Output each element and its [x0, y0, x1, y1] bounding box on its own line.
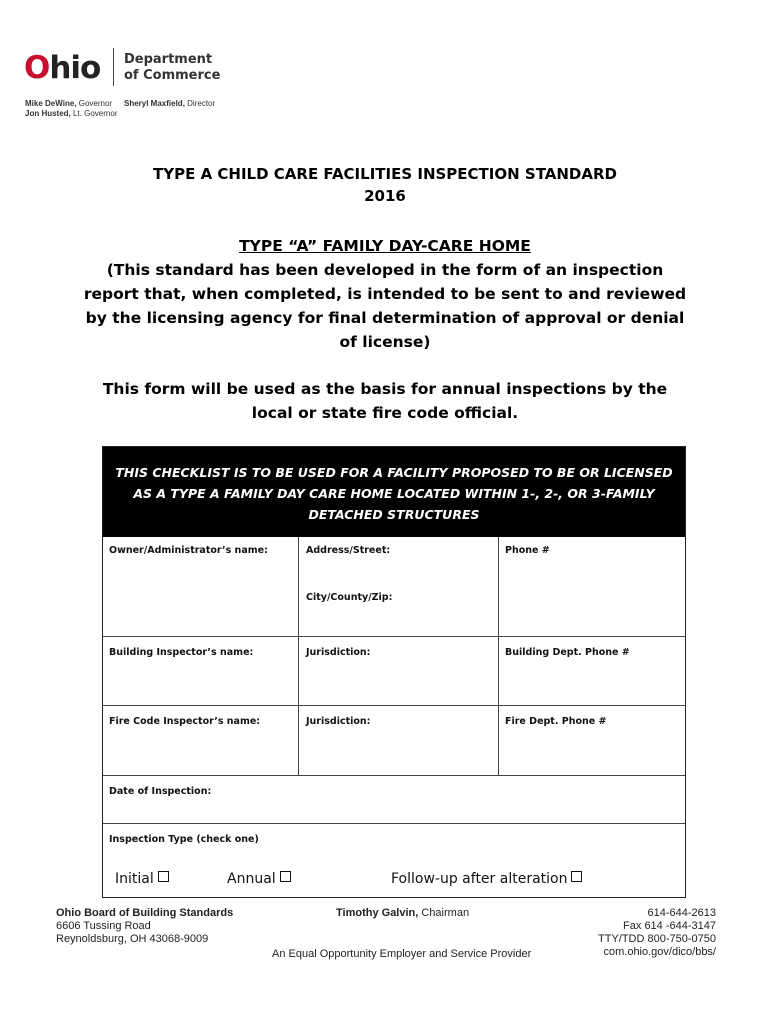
subtitle-block [0, 234, 770, 354]
department-line1: Department [124, 52, 213, 67]
board-name: Ohio Board of Building Standards [56, 907, 234, 919]
title-year: 2016 [364, 187, 406, 205]
footer-tty: TTY/TDD 800-750-0750 [598, 933, 716, 945]
option-annual[interactable] [227, 871, 291, 887]
banner-line1: THIS CHECKLIST IS TO BE USED FOR A FACILITY PROPOSED TO BE OR LICENSED [115, 465, 673, 480]
description-line1: (This standard has been developed in the form of an inspection [106, 261, 664, 279]
building-inspector-field[interactable]: Building Inspector’s name: [109, 647, 254, 658]
footer-website[interactable]: com.ohio.gov/dico/bbs/ [603, 946, 716, 958]
footer-board-address [56, 907, 233, 946]
row-divider-1 [103, 636, 685, 637]
option-followup-label: Follow-up after alteration [391, 871, 568, 887]
chairman-title: Chairman [421, 907, 470, 919]
initial-checkbox[interactable] [158, 871, 169, 882]
row-divider-2 [103, 705, 685, 706]
main-title: TYPE A CHILD CARE FACILITIES INSPECTION STANDARD [153, 165, 617, 183]
date-of-inspection-field[interactable]: Date of Inspection: [109, 786, 212, 797]
inspection-form [102, 446, 686, 898]
document-title [0, 163, 770, 207]
chairman-name: Timothy Galvin, [336, 907, 419, 919]
description-line2: report that, when completed, is intended to be sent to and reviewed [83, 285, 687, 303]
followup-checkbox[interactable] [571, 871, 582, 882]
description-line3: by the licensing agency for final determination of approval or denial [85, 309, 685, 327]
department-line2: of Commerce [124, 68, 221, 83]
option-initial-label: Initial [115, 871, 154, 887]
annual-checkbox[interactable] [280, 871, 291, 882]
basis-statement [0, 377, 770, 425]
row-divider-3 [103, 775, 685, 776]
column-divider-2 [498, 537, 499, 776]
banner-line3: DETACHED STRUCTURES [308, 507, 480, 522]
fire-dept-phone-field[interactable]: Fire Dept. Phone # [505, 716, 607, 727]
lt-governor-name: Jon Husted, [25, 109, 71, 118]
subtitle: TYPE “A” FAMILY DAY-CARE HOME [239, 237, 531, 255]
basis-line2: local or state fire code official. [251, 404, 519, 422]
banner-line2: AS A TYPE A FAMILY DAY CARE HOME LOCATED WITHIN 1-, 2-, OR 3-FAMILY [133, 486, 655, 501]
basis-line1: This form will be used as the basis for annual inspections by the [102, 380, 668, 398]
inspection-type-label: Inspection Type (check one) [109, 834, 259, 845]
footer-contact [598, 907, 716, 959]
governor-name: Mike DeWine, [25, 99, 77, 108]
phone-field[interactable]: Phone # [505, 545, 550, 556]
department-name [124, 52, 220, 84]
checklist-banner [103, 447, 685, 537]
director-name: Sheryl Maxfield, [124, 99, 185, 108]
director-title: Director [187, 99, 216, 108]
option-annual-label: Annual [227, 871, 276, 887]
building-jurisdiction-field[interactable]: Jurisdiction: [306, 647, 371, 658]
option-initial[interactable] [115, 871, 169, 887]
footer-eeo-statement: An Equal Opportunity Employer and Service Provider [272, 948, 532, 960]
building-dept-phone-field[interactable]: Building Dept. Phone # [505, 647, 630, 658]
governor-title: Governor [78, 99, 113, 108]
lt-governor-title: Lt. Governor [73, 109, 118, 118]
fire-inspector-field[interactable]: Fire Code Inspector’s name: [109, 716, 261, 727]
description-line4: of license) [339, 333, 431, 351]
footer-phone: 614-644-2613 [647, 907, 716, 919]
address-street-field[interactable]: Address/Street: [306, 545, 391, 556]
footer-chairman [336, 907, 469, 920]
city-county-zip-field[interactable]: City/County/Zip: [306, 592, 393, 603]
logo-divider [113, 48, 114, 86]
option-followup[interactable] [391, 871, 582, 887]
column-divider-1 [298, 537, 299, 776]
director-block [124, 99, 215, 108]
ohio-logo: Ohio [24, 50, 101, 86]
governor-block [25, 99, 117, 119]
footer-fax: Fax 614 -644-3147 [623, 920, 716, 932]
row-divider-4 [103, 823, 685, 824]
owner-name-field[interactable]: Owner/Administrator’s name: [109, 545, 268, 556]
fire-jurisdiction-field[interactable]: Jurisdiction: [306, 716, 371, 727]
board-city: Reynoldsburg, OH 43068-9009 [56, 933, 209, 945]
board-street: 6606 Tussing Road [56, 920, 151, 932]
